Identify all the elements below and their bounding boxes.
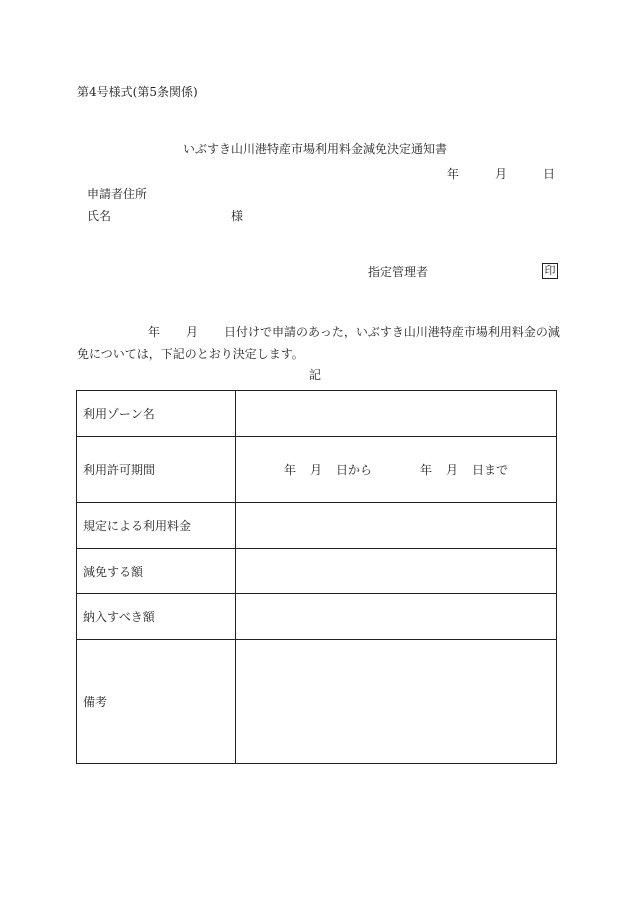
table-row-reduction xyxy=(77,549,557,594)
remarks-label: 備考 xyxy=(77,640,236,764)
body-line-1-rest: 日付けで申請のあった，いぶすき山川港特産市場利用料金の減 xyxy=(224,325,560,339)
table-row-fee xyxy=(77,503,557,549)
seal-mark: 印 xyxy=(542,263,558,279)
reduction-label: 減免する額 xyxy=(77,549,236,594)
body-year: 年 xyxy=(148,325,161,339)
body-line-1 xyxy=(77,325,560,339)
table-row-payable xyxy=(77,594,557,640)
reduction-value-field[interactable] xyxy=(236,549,557,594)
zone-label: 利用ゾーン名 xyxy=(77,391,236,437)
details-table xyxy=(76,390,557,764)
ki-heading: 記 xyxy=(308,368,321,382)
table-row-zone xyxy=(77,391,557,437)
period-to: 年 月 日まで xyxy=(420,463,509,477)
applicant-address-label: 申請者住所 xyxy=(87,187,148,201)
zone-value-field[interactable] xyxy=(236,391,557,437)
form-number: 第4号様式(第5条関係) xyxy=(77,85,198,99)
date-year: 年 xyxy=(446,167,459,181)
period-value-field[interactable] xyxy=(236,437,557,503)
date-month: 月 xyxy=(494,167,507,181)
honorific: 様 xyxy=(231,209,244,223)
body-month: 月 xyxy=(186,325,199,339)
body-line-2: 免については，下記のとおり決定します。 xyxy=(77,347,304,361)
remarks-value-field[interactable] xyxy=(236,640,557,764)
payable-value-field[interactable] xyxy=(236,594,557,640)
payable-label: 納入すべき額 xyxy=(77,594,236,640)
period-label: 利用許可期間 xyxy=(77,437,236,503)
fee-value-field[interactable] xyxy=(236,503,557,549)
period-from: 年 月 日から xyxy=(283,463,372,477)
document-title: いぶすき山川港特産市場利用料金減免決定通知書 xyxy=(182,142,447,156)
table-row-remarks xyxy=(77,640,557,764)
applicant-name-label: 氏名 xyxy=(87,209,112,223)
manager-label: 指定管理者 xyxy=(368,265,429,279)
issue-date xyxy=(447,167,555,181)
fee-label: 規定による利用料金 xyxy=(77,503,236,549)
table-row-period xyxy=(77,437,557,503)
date-day: 日 xyxy=(542,167,555,181)
